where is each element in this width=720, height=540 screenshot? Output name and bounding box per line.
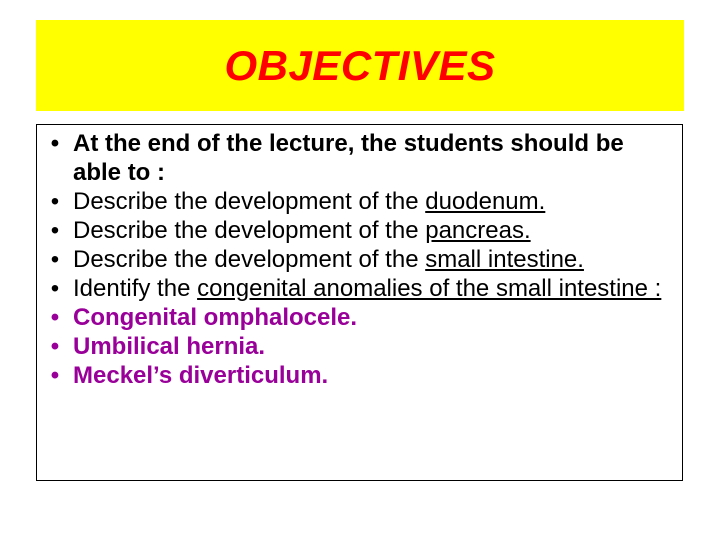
objective-text: At the end of the lecture, the students should be able to :: [73, 130, 624, 186]
title-banner: [36, 20, 684, 111]
objective-pancreas: [45, 216, 677, 245]
objective-anomalies: [45, 274, 677, 303]
objective-topic: congenital anomalies of the small intestine :: [197, 275, 662, 302]
bullet-icon: •: [50, 275, 60, 302]
bullet-icon: •: [50, 130, 60, 157]
objective-small-intestine: [45, 245, 677, 274]
anomaly-text: Congenital omphalocele.: [73, 304, 358, 331]
objective-topic: duodenum.: [425, 188, 546, 215]
objective-text: Describe the development of the: [73, 217, 426, 244]
bullet-icon: •: [50, 304, 60, 331]
objective-text: Describe the development of the: [73, 188, 426, 215]
objectives-list: [45, 129, 677, 390]
objective-text: Identify the: [73, 275, 198, 302]
objective-topic: small intestine.: [425, 246, 584, 273]
bullet-icon: •: [50, 333, 60, 360]
bullet-icon: •: [50, 362, 60, 389]
objective-topic: pancreas.: [425, 217, 531, 244]
objectives-box: [36, 124, 683, 481]
anomaly-meckels-diverticulum: [45, 361, 677, 390]
anomaly-text: Meckel’s diverticulum.: [73, 362, 329, 389]
bullet-icon: •: [50, 217, 60, 244]
bullet-icon: •: [50, 246, 60, 273]
bullet-icon: •: [50, 188, 60, 215]
objective-text: Describe the development of the: [73, 246, 426, 273]
slide-title: OBJECTIVES: [224, 41, 496, 89]
anomaly-umbilical-hernia: [45, 332, 677, 361]
anomaly-text: Umbilical hernia.: [73, 333, 266, 360]
objective-duodenum: [45, 187, 677, 216]
anomaly-omphalocele: [45, 303, 677, 332]
objective-intro: [45, 129, 677, 187]
